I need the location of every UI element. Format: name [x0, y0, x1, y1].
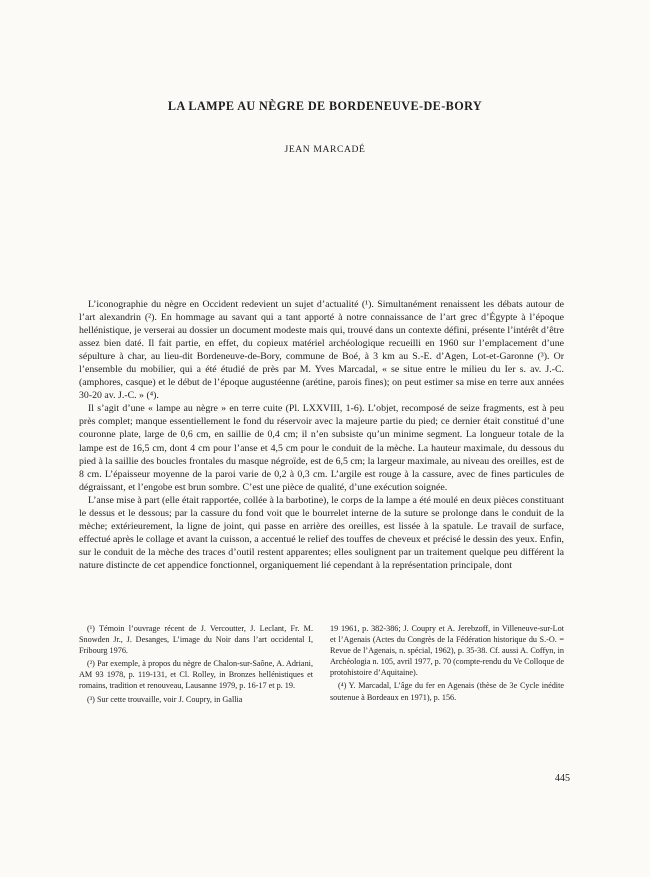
article-title: LA LAMPE AU NÈGRE DE BORDENEUVE-DE-BORY — [167, 99, 483, 113]
body-paragraph: L’anse mise à part (elle était rapportée, collée à la barbotine), le corps de la lampe a été moulé en deux pièces constituant le dessus et le dessous; par la cassure du fond voit que le bourrelet interne de la suture se prolonge dans le conduit de la mèche; extérieurement, la ligne de joint, qui passe en arrière des oreilles, est lissée à la spatule. Le travail de surface, effectué après le collage et avant la cuisson, a accentué le relief des touffes de cheveux et précisé le dessin des yeux. Enfin, sur le conduit de la mèche des traces d’outil restent apparentes; elles soulignent par un traitement quelque peu différent la nature distincte de cet appendice fonctionnel, organiquement lié cependant à la représentation principale, dont — [79, 494, 564, 571]
footnote: (³) Sur cette trouvaille, voir J. Coupry, in Gallia — [87, 694, 243, 704]
body-paragraph: L’iconographie du nègre en Occident redevient un sujet d’actualité (¹). Simultanément renaissent les débats autour de l’art alexandrin (²). En hommage au savant qui a tant apporté à notre connaissance de l’art grec d’Égypte à l’époque hellénistique, je verserai au dossier un document modeste mais qui, trouvé dans un contexte défini, présente l’intérêt d’être assez bien daté. Il fait partie, en effet, du copieux matériel archéologique recueilli en 1960 sur l’emplacement d’une sépulture à char, au lieu-dit Bordeneuve-de-Bory, commune de Boé, à 3 km au S.-E. d’Agen, Lot-et-Garonne (³). Or l’ensemble du mobilier, qui a été étudié de près par M. Yves Marcadal, « se situe entre le milieu du Ier s. av. J.-C. (amphores, casque) et le début de l’époque augustéenne (arétine, parois fines); on peut estimer sa mise en terre aux années 30-20 av. J.-C. » (⁴). — [79, 299, 564, 402]
page-number: 445 — [555, 773, 570, 784]
footnotes-right-column — [330, 623, 564, 707]
body-paragraph: Il s’agit d’une « lampe au nègre » en terre cuite (Pl. LXXVIII, 1-6). L’objet, recomposé de seize fragments, est à peu près complet; manque essentiellement le fond du réservoir avec la majeure partie du pied; ce dernier était constitué d’une couronne plate, large de 0,6 cm, en saillie de 0,4 cm; il n’en subsiste qu’un minime segment. La longueur totale de la lampe est de 16,5 cm, dont 4 cm pour l’anse et 4,5 cm pour le conduit de la mèche. La hauteur maximale, du dessous du pied à la saillie des boucles frontales du masque négroïde, est de 6,5 cm; la largeur maximale, au niveau des oreilles, est de 8 cm. L’épaisseur moyenne de la paroi varie de 0,2 à 0,3 cm. L’argile est rouge à la cassure, avec de fines particules de dégraissant, et l’engobe est brun sombre. C’est une pièce de qualité, d’une exécution soignée. — [79, 403, 564, 493]
footnote: (¹) Témoin l’ouvrage récent de J. Vercoutter, J. Leclant, Fr. M. Snowden Jr., J. Desanges, L’image du Noir dans l’art occidental I, Fribourg 1976. — [79, 624, 313, 656]
footnote-continuation: 19 1961, p. 382-386; J. Coupry et A. Jerebzoff, in Villeneuve-sur-Lot et l’Agenais (Actes du Congrès de la Fédération historique du S.-O. = Revue de l’Agenais, n. spécial, 1962), p. 35-38. Cf. aussi A. Coffyn, in Archéologia n. 105, avril 1977, p. 70 (compte-rendu du Ve Colloque de protohistoire d’Aquitaine). — [330, 624, 564, 678]
footnotes — [79, 623, 564, 707]
footnote: (⁴) Y. Marcadal, L’âge du fer en Agenais (thèse de 3e Cycle inédite soutenue à Bordeaux en 1971), p. 156. — [330, 681, 564, 702]
footnotes-left-column — [79, 623, 313, 707]
article-author: JEAN MARCADÉ — [284, 144, 366, 155]
footnote: (²) Par exemple, à propos du nègre de Chalon-sur-Saône, A. Adriani, AM 93 1978, p. 119-131, et Cl. Rolley, in Bronzes hellénistiques et romains, tradition et renouveau, Lausanne 1979, p. 16-17 et p. 19. — [79, 659, 313, 691]
article-body — [79, 298, 564, 572]
